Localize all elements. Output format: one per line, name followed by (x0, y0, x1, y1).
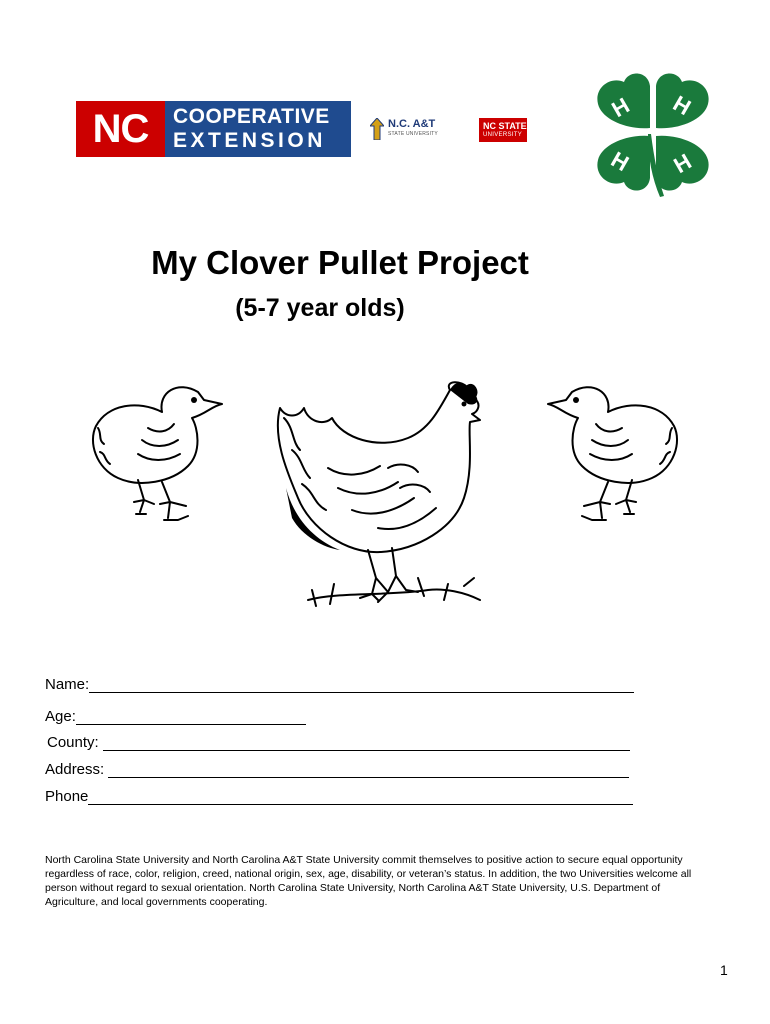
address-input-line[interactable] (108, 762, 629, 778)
name-label: Name: (45, 676, 90, 693)
hen-illustration (268, 378, 490, 613)
phone-input-line[interactable] (88, 789, 633, 805)
page-number: 1 (720, 962, 728, 978)
phone-label: Phone (45, 788, 89, 805)
extension-line2: EXTENSION (173, 129, 326, 152)
clover-h-3: H (606, 146, 634, 177)
extension-line1: COOPERATIVE (173, 105, 330, 128)
nondiscrimination-statement: North Carolina State University and North Carolina A&T State University commit themselves to positive action to secure equal opportunity regardless of race, color, religion, creed, national origin, sex, age, disability, or veteran’s status. In addition, the two Universities welcome all person without regard to sexual orientation. North Carolina State University, North Carolina A&T State University, U.S. Department of Agriculture, and local governments cooperating. (45, 854, 692, 908)
age-label: Age: (45, 708, 76, 725)
clover-h-1: H (607, 92, 634, 123)
ncat-logo (370, 116, 450, 142)
address-field[interactable] (45, 758, 629, 778)
ncat-name: N.C. A&T (388, 118, 436, 130)
nc-cooperative-extension-logo (76, 101, 351, 157)
county-input-line[interactable] (103, 735, 630, 751)
ncstate-name: NC STATE (483, 121, 527, 131)
ncat-aggie-icon (370, 118, 384, 140)
ncstate-subname: UNIVERSITY (483, 132, 523, 138)
ncstate-logo (479, 118, 527, 142)
clover-h-4: H (669, 148, 696, 179)
chick-left-illustration (88, 378, 228, 528)
age-input-line[interactable] (76, 709, 306, 725)
clover-h-2: H (668, 90, 696, 121)
page-title: My Clover Pullet Project (151, 244, 529, 281)
nc-logo-mark: NC (76, 101, 165, 157)
four-h-clover-icon (588, 68, 718, 198)
phone-field[interactable] (45, 785, 633, 805)
name-input-line[interactable] (89, 677, 634, 693)
age-field[interactable] (45, 705, 306, 725)
address-label: Address: (45, 761, 109, 778)
chick-right-illustration (542, 378, 682, 528)
name-field[interactable] (45, 673, 634, 693)
county-label: County: (47, 734, 103, 751)
extension-wordmark (165, 101, 351, 157)
county-field[interactable] (47, 731, 630, 751)
page-subtitle: (5-7 year olds) (235, 294, 405, 322)
ncat-subname: STATE UNIVERSITY (388, 131, 438, 137)
